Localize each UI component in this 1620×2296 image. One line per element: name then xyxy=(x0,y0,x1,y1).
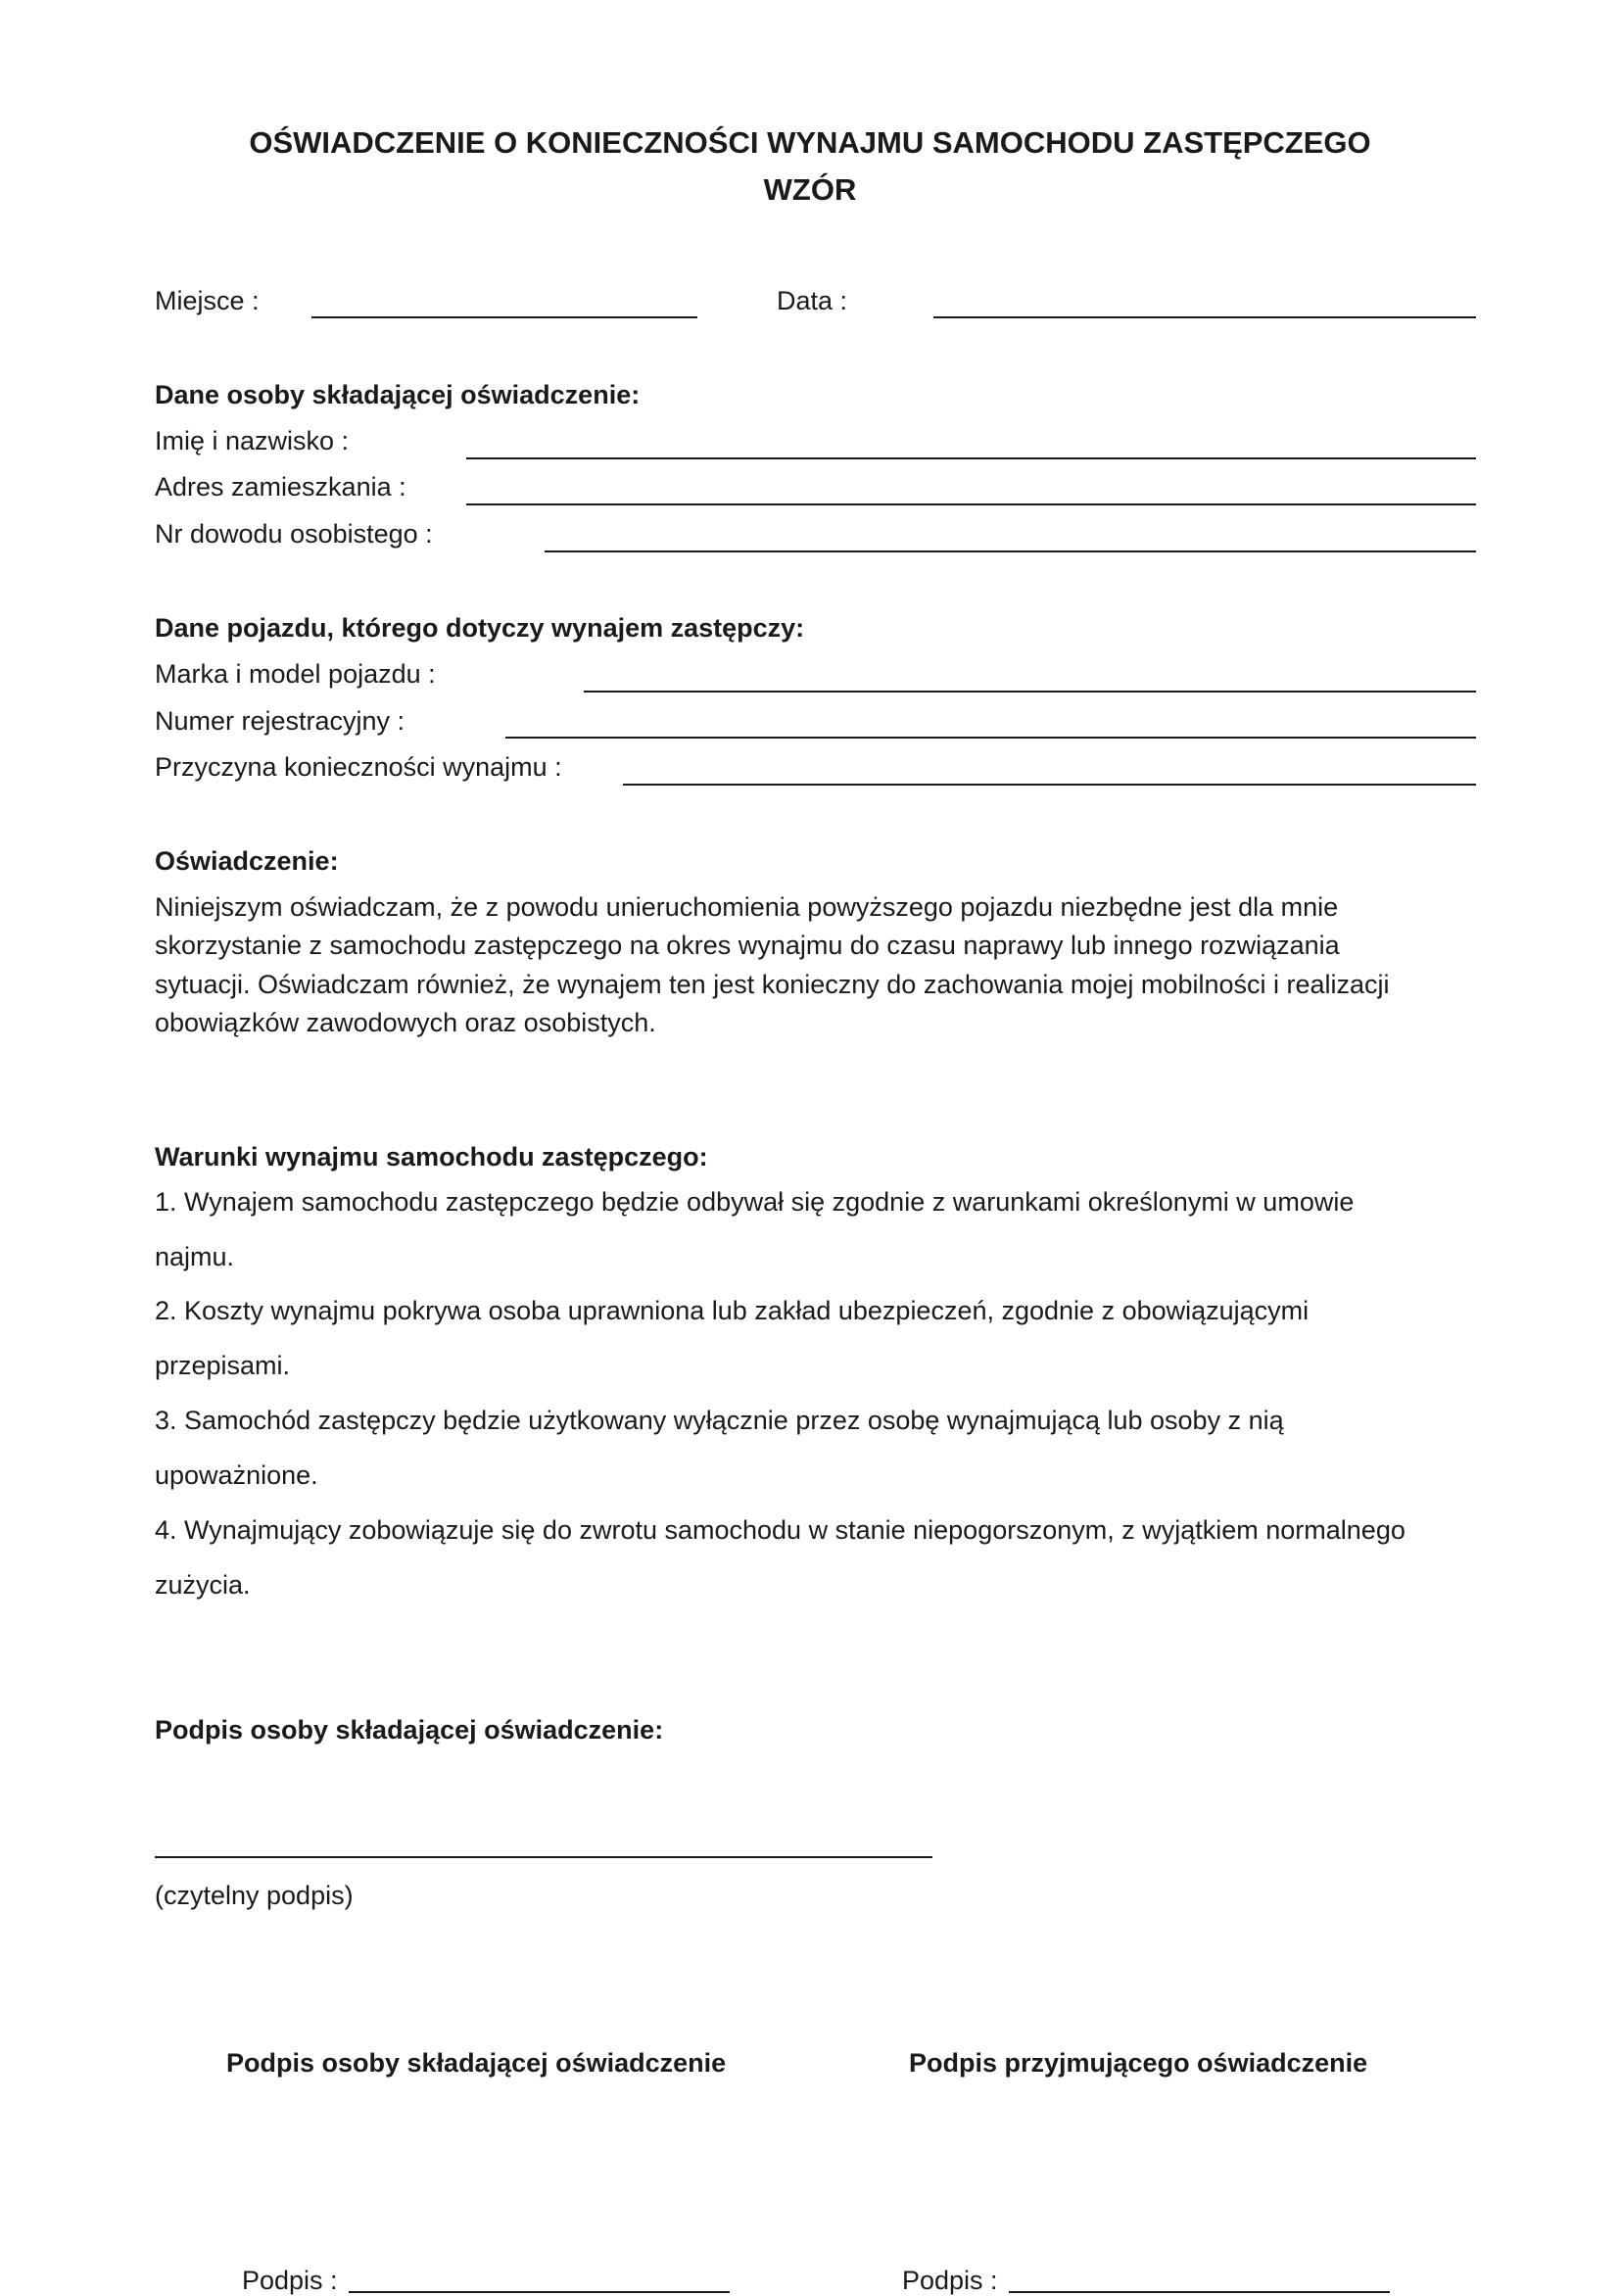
registration-label: Numer rejestracyjny : xyxy=(155,706,405,736)
person-section-heading: Dane osoby składającej oświadczenie: xyxy=(155,380,641,409)
name-label: Imię i nazwisko : xyxy=(155,426,350,455)
right-signature-label: Podpis : xyxy=(902,2266,998,2295)
place-field-line[interactable] xyxy=(311,316,697,318)
condition-2-line-2: przepisami. xyxy=(155,1351,291,1380)
right-signature-heading: Podpis przyjmującego oświadczenie xyxy=(909,2048,1368,2078)
model-field-line[interactable] xyxy=(584,691,1476,693)
signature-field-line[interactable] xyxy=(155,1856,932,1858)
statement-line-4: obowiązków zawodowych oraz osobistych. xyxy=(155,1008,656,1037)
id-label: Nr dowodu osobistego : xyxy=(155,519,433,549)
reason-label: Przyczyna konieczności wynajmu : xyxy=(155,752,562,782)
address-field-line[interactable] xyxy=(466,503,1476,505)
condition-1-line-2: najmu. xyxy=(155,1242,235,1271)
reason-field-line[interactable] xyxy=(623,784,1476,786)
date-label: Data : xyxy=(777,286,848,315)
place-label: Miejsce : xyxy=(155,286,260,315)
statement-line-3: sytuacji. Oświadczam również, że wynajem ten jest konieczny do zachowania mojej mobilności i realizacji xyxy=(155,970,1390,999)
document-subtitle: WZÓR xyxy=(763,172,857,207)
statement-line-1: Niniejszym oświadczam, że z powodu unieruchomienia powyższego pojazdu niezbędne jest dla mnie xyxy=(155,892,1339,922)
statement-line-2: skorzystanie z samochodu zastępczego na okres wynajmu do czasu naprawy lub innego rozwiązania xyxy=(155,931,1340,960)
condition-4-line-2: zużycia. xyxy=(155,1570,251,1600)
left-signature-label: Podpis : xyxy=(242,2266,338,2295)
signature-heading: Podpis osoby składającej oświadczenie: xyxy=(155,1715,664,1745)
condition-3-line-1: 3. Samochód zastępczy będzie użytkowany wyłącznie przez osobę wynajmującą lub osoby z nią xyxy=(155,1406,1284,1435)
signature-caption: (czytelny podpis) xyxy=(155,1881,354,1910)
date-field-line[interactable] xyxy=(933,316,1476,318)
condition-1-line-1: 1. Wynajem samochodu zastępczego będzie odbywał się zgodnie z warunkami określonymi w umowie xyxy=(155,1187,1355,1217)
left-signature-field-line[interactable] xyxy=(349,2291,730,2293)
address-label: Adres zamieszkania : xyxy=(155,472,406,502)
model-label: Marka i model pojazdu : xyxy=(155,659,436,689)
right-signature-field-line[interactable] xyxy=(1009,2291,1390,2293)
condition-2-line-1: 2. Koszty wynajmu pokrywa osoba uprawniona lub zakład ubezpieczeń, zgodnie z obowiązującymi xyxy=(155,1296,1310,1325)
id-field-line[interactable] xyxy=(545,550,1476,552)
vehicle-section-heading: Dane pojazdu, którego dotyczy wynajem zastępczy: xyxy=(155,613,805,643)
condition-4-line-1: 4. Wynajmujący zobowiązuje się do zwrotu samochodu w stanie niepogorszonym, z wyjątkiem normalnego xyxy=(155,1515,1406,1545)
registration-field-line[interactable] xyxy=(505,737,1476,739)
left-signature-heading: Podpis osoby składającej oświadczenie xyxy=(226,2048,727,2078)
document-title: OŚWIADCZENIE O KONIECZNOŚCI WYNAJMU SAMOCHODU ZASTĘPCZEGO xyxy=(249,125,1371,160)
condition-3-line-2: upoważnione. xyxy=(155,1460,318,1490)
name-field-line[interactable] xyxy=(466,457,1476,459)
statement-heading: Oświadczenie: xyxy=(155,846,339,876)
conditions-heading: Warunki wynajmu samochodu zastępczego: xyxy=(155,1142,708,1172)
